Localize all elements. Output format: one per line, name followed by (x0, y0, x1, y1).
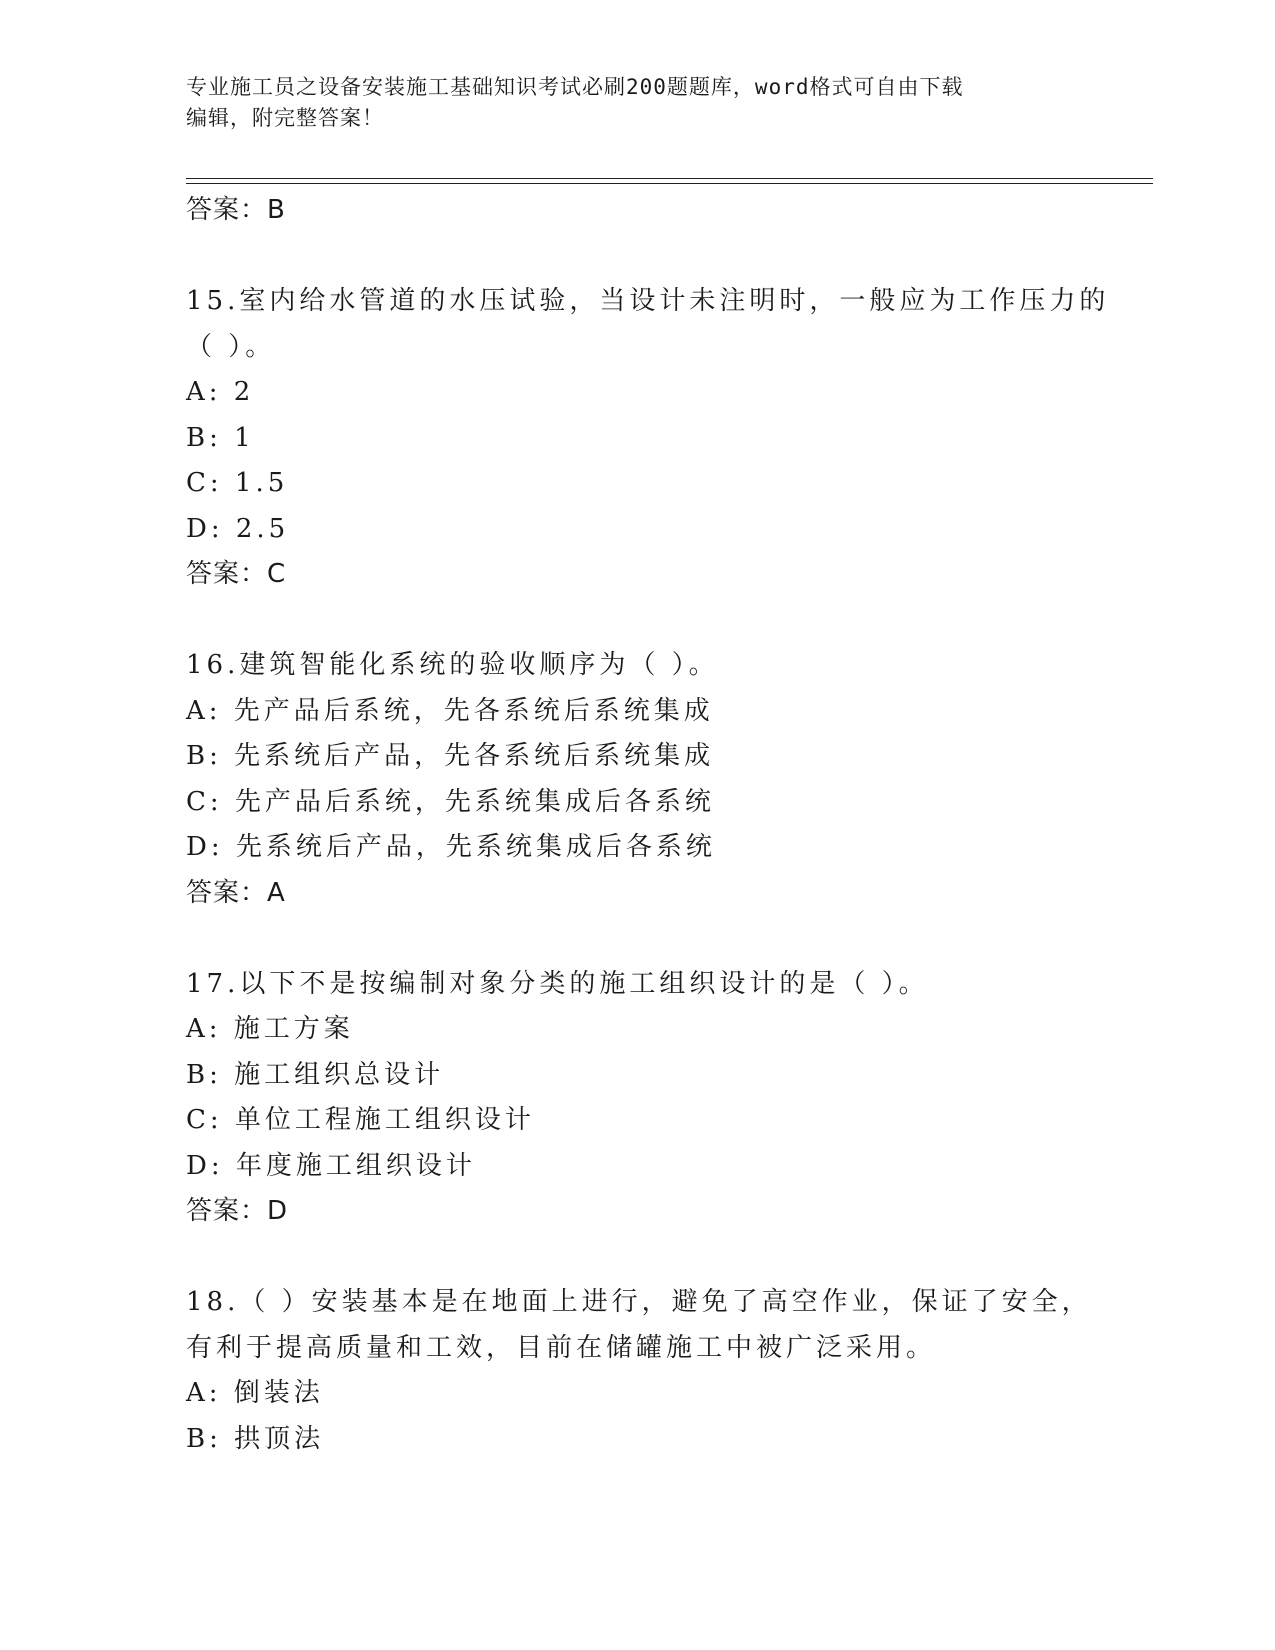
header-divider-top (186, 178, 1153, 179)
spacer (186, 234, 1086, 280)
document-header (186, 72, 1086, 134)
question-content (186, 188, 1110, 1462)
answer: 答案：D (186, 1196, 289, 1226)
option-b: B: 先系统后产品，先各系统后系统集成 (186, 741, 715, 771)
answer: 答案：A (186, 877, 286, 908)
header-line-1: 专业施工员之设备安装施工基础知识考试必刷200题题库，word格式可自由下载 (186, 75, 964, 99)
question-stem-cont: 有利于提高质量和工效，目前在储罐施工中被广泛采用。 (186, 1332, 937, 1363)
option-b: B: 拱顶法 (186, 1423, 325, 1454)
question-16 (186, 643, 1086, 916)
question-17 (186, 962, 1086, 1235)
question-stem: 17.以下不是按编制对象分类的施工组织设计的是（ ）。 (186, 968, 929, 999)
spacer (186, 1235, 1086, 1281)
option-c: C: 单位工程施工组织设计 (186, 1105, 535, 1135)
answer-14: 答案：B (186, 195, 286, 225)
option-d: D: 先系统后产品，先系统集成后各系统 (186, 832, 716, 862)
header-divider-bottom (186, 183, 1153, 184)
option-a: A: 施工方案 (186, 1014, 354, 1044)
question-stem: 15.室内给水管道的水压试验，当设计未注明时，一般应为工作压力的 (186, 286, 1110, 316)
question-stem: 18.（ ）安装基本是在地面上进行，避免了高空作业，保证了安全， (186, 1287, 1092, 1317)
spacer (186, 598, 1086, 644)
option-d: D: 2.5 (186, 513, 290, 544)
option-a: A: 先产品后系统，先各系统后系统集成 (186, 695, 714, 726)
question-15 (186, 279, 1110, 598)
answer: 答案：C (186, 559, 287, 589)
option-b: B: 1 (186, 422, 255, 453)
option-a: A: 2 (186, 377, 255, 407)
option-a: A: 倒装法 (186, 1378, 324, 1408)
option-c: C: 1.5 (186, 468, 289, 498)
option-c: C: 先产品后系统，先系统集成后各系统 (186, 786, 715, 817)
question-stem: 16.建筑智能化系统的验收顺序为（ ）。 (186, 650, 719, 680)
header-line-2: 编辑，附完整答案！ (186, 106, 384, 130)
question-stem-cont: （ ）。 (186, 331, 276, 362)
option-b: B: 施工组织总设计 (186, 1059, 445, 1090)
question-18 (186, 1280, 1092, 1462)
spacer (186, 916, 1086, 962)
option-d: D: 年度施工组织设计 (186, 1150, 476, 1181)
